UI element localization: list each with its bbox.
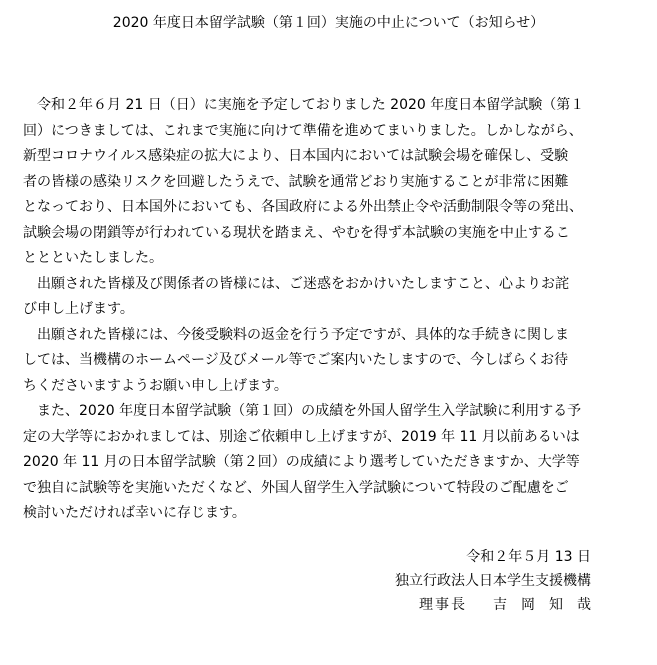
body-line: また、2020 年度日本留学試験（第１回）の成績を外国人留学生入学試験に利用する予	[23, 403, 582, 419]
signatory-name: 吉岡知哉	[493, 597, 605, 613]
body-line: 2020 年 11 月の日本留学試験（第２回）の成績により選考していただきますか、大学等	[23, 454, 580, 470]
body-line: で独自に試験等を実施いただくなど、外国人留学生入学試験について特段のご配慮をご	[23, 479, 569, 496]
body-line: 出願された皆様には、今後受験料の返金を行う予定ですが、具体的な手続きに関しま	[23, 326, 569, 343]
signatory-role: 理事長	[419, 597, 467, 613]
body-line: 令和２年６月 21 日（日）に実施を予定しておりました 2020 年度日本留学試験（第１	[23, 97, 585, 113]
body-line: 回）につきましては、これまで実施に向けて準備を進めてまいりました。しかしながら、	[23, 122, 583, 139]
signature-organization: 独立行政法人日本学生支援機構	[395, 573, 591, 589]
signature-date: 令和２年５月 13 日	[466, 549, 591, 565]
body-line: 新型コロナウイルス感染症の拡大により、日本国内においては試験会場を確保し、受験	[23, 148, 569, 164]
body-line: しては、当機構のホームページ及びメール等でご案内いたしますので、今しばらくお待	[23, 352, 569, 368]
body-line: ちくださいますようお願い申し上げます。	[23, 377, 288, 394]
body-line: となっており、日本国外においても、各国政府による外出禁止令や活動制限令等の発出、	[23, 199, 583, 215]
body-line: 検討いただければ幸いに存じます。	[23, 505, 246, 521]
notice-body	[23, 93, 623, 527]
body-line: 定の大学等におかれましては、別途ご依頼申し上げますが、2019 年 11 月以前あるいは	[23, 428, 580, 445]
body-line: び申し上げます。	[23, 301, 134, 317]
signature-block	[395, 545, 605, 617]
body-line: 試験会場の閉鎖等が行われている現状を踏まえ、やむを得ず本試験の実施を中止するこ	[23, 224, 570, 241]
document-title: 2020 年度日本留学試験（第１回）実施の中止について（お知らせ）	[112, 15, 545, 31]
signature-signatory	[395, 593, 605, 617]
body-line: 者の皆様の感染リスクを回避したうえで、試験を通常どおり実施することが非常に困難	[23, 173, 569, 190]
body-line: 出願された皆様及び関係者の皆様には、ご迷惑をおかけいたしますこと、心よりお詫	[23, 275, 569, 292]
body-line: ととといたしました。	[23, 250, 163, 266]
